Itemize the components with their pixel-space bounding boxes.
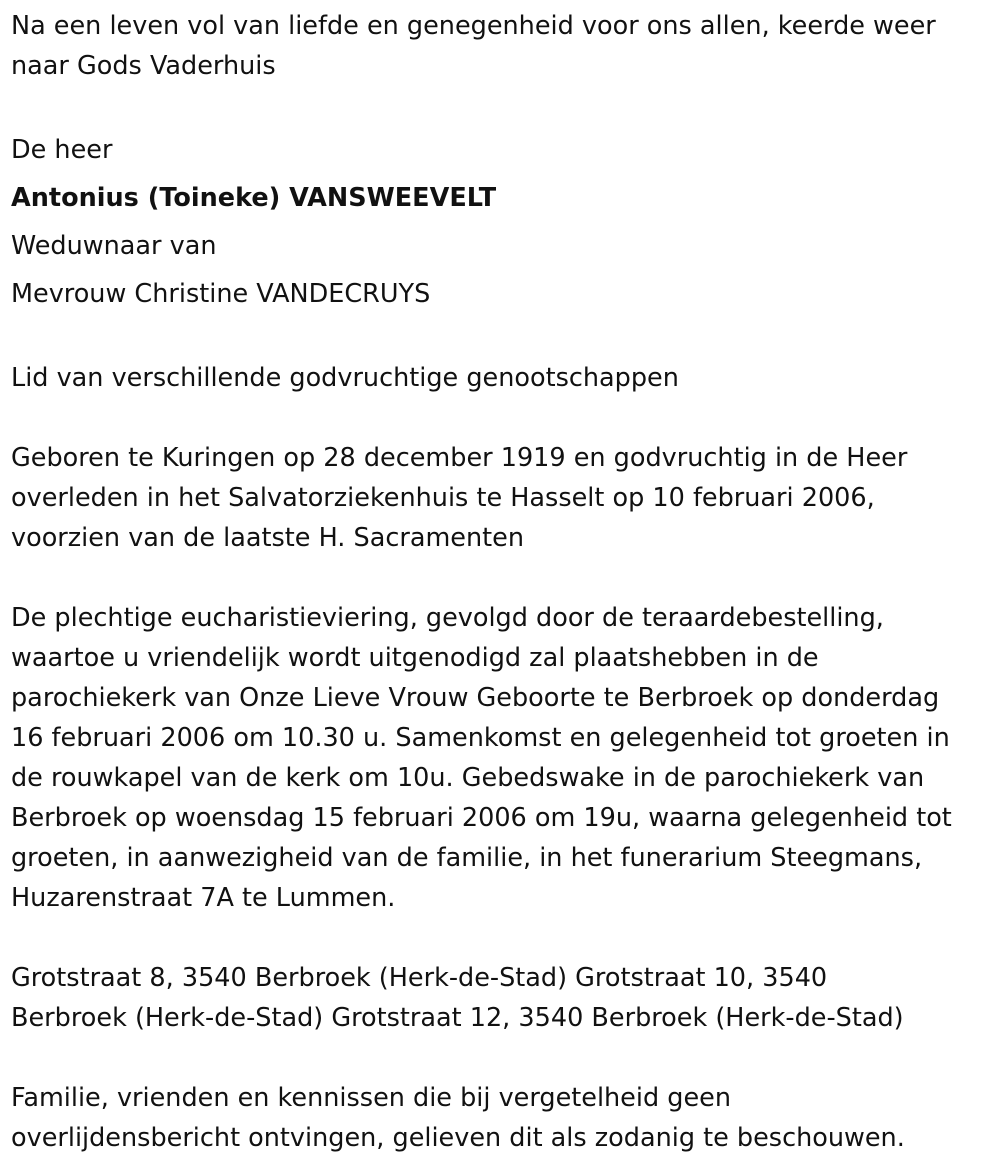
address-line: Berbroek (Herk-de-Stad) Grotstraat 12, 3540 Berbroek (Herk-de-Stad) [11,1003,904,1033]
spouse-name: Mevrouw Christine VANDECRUYS [11,279,431,309]
membership-paragraph [11,358,990,398]
addresses-paragraph [11,958,990,1038]
ceremony-line: waartoe u vriendelijk wordt uitgenodigd zal plaatshebben in de [11,643,819,673]
ceremony-line: Huzarenstraat 7A te Lummen. [11,883,396,913]
intro-paragraph [11,6,990,86]
intro-line: naar Gods Vaderhuis [11,51,276,81]
ceremony-line: groeten, in aanwezigheid van de familie, in het funerarium Steegmans, [11,843,923,873]
birth-death-paragraph [11,438,990,558]
address-line: Grotstraat 8, 3540 Berbroek (Herk-de-Stad) Grotstraat 10, 3540 [11,963,828,993]
birth-death-line: overleden in het Salvatorziekenhuis te Hasselt op 10 februari 2006, [11,483,875,513]
birth-death-line: Geboren te Kuringen op 28 december 1919 en godvruchtig in de Heer [11,443,908,473]
ceremony-line: Berbroek op woensdag 15 februari 2006 om 19u, waarna gelegenheid tot [11,803,952,833]
closing-paragraph [11,1078,990,1158]
ceremony-paragraph [11,598,990,918]
deceased-name: Antonius (Toineke) VANSWEEVELT [11,183,497,213]
ceremony-line: 16 februari 2006 om 10.30 u. Samenkomst en gelegenheid tot groeten in [11,723,950,753]
ceremony-line: De plechtige eucharistieviering, gevolgd door de teraardebestelling, [11,603,884,633]
closing-line: Familie, vrienden en kennissen die bij vergetelheid geen [11,1083,731,1113]
birth-death-line: voorzien van de laatste H. Sacramenten [11,523,525,553]
deceased-block [11,126,990,318]
widower-label: Weduwnaar van [11,231,217,261]
ceremony-line: parochiekerk van Onze Lieve Vrouw Geboorte te Berbroek op donderdag [11,683,940,713]
closing-line: overlijdensbericht ontvingen, gelieven dit als zodanig te beschouwen. [11,1123,905,1153]
ceremony-line: de rouwkapel van de kerk om 10u. Gebedswake in de parochiekerk van [11,763,925,793]
membership-line: Lid van verschillende godvruchtige genootschappen [11,363,679,393]
title-line: De heer [11,135,113,165]
intro-line: Na een leven vol van liefde en genegenheid voor ons allen, keerde weer [11,11,936,41]
